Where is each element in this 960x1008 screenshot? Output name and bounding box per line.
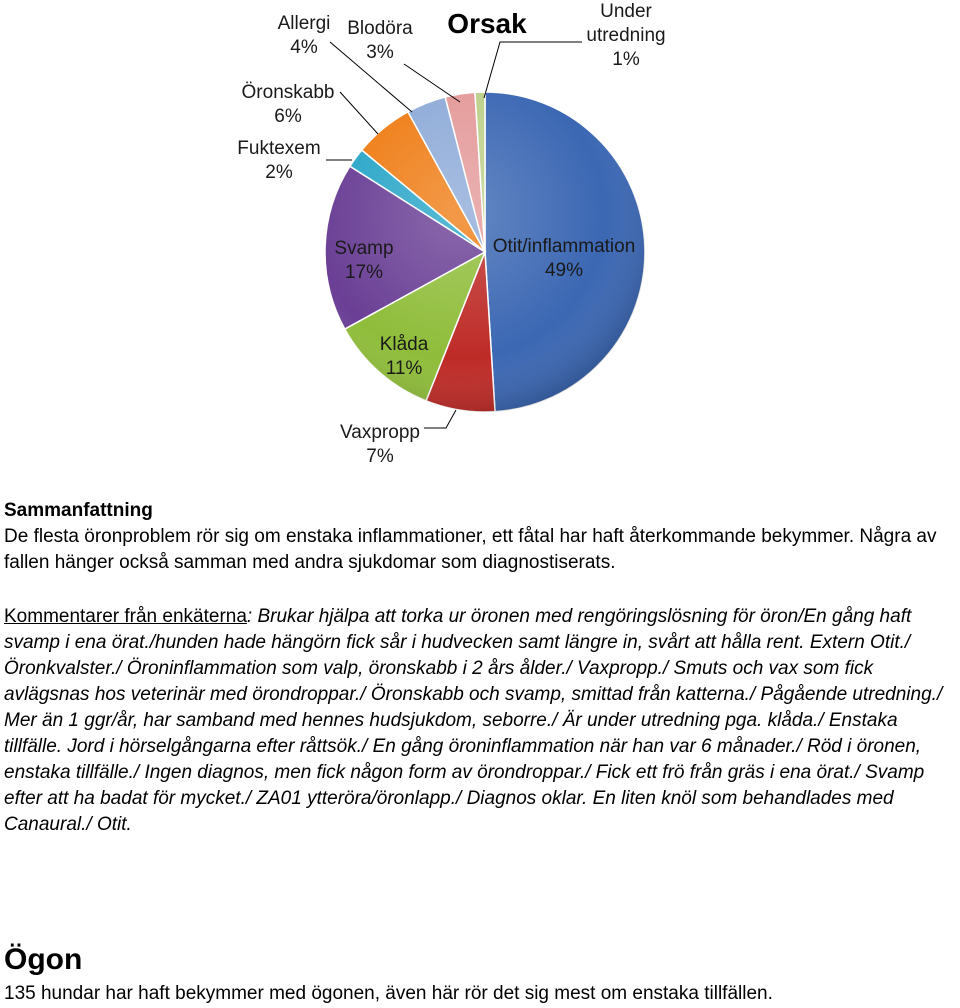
slice-percent-label: 6% [274,106,302,127]
leader-line [484,42,582,98]
section-heading-eyes: Ögon [4,943,83,976]
slice-category-label: Svamp [334,238,394,259]
slice-category-label: Blodöra [347,18,413,39]
summary-heading: Sammanfattning [4,500,153,521]
comments-section [4,604,956,838]
comments-label: Kommentarer från enkäterna [4,606,247,627]
slice-percent-label: 11% [385,358,423,379]
summary-text: De flesta öronproblem rör sig om enstaka inflammationer, ett fåtal har haft återkommande bekymmer. Några av fallen hänger också samman med andra sjukdomar som diagnostiserats. [4,526,937,573]
slice-percent-label: 4% [290,37,318,58]
slice-category-label: Otit/inflammation [492,236,636,257]
summary-section [4,498,956,576]
slice-percent-label: 3% [366,42,394,63]
slice-percent-label: 2% [265,162,293,183]
slice-percent-label: 7% [366,446,394,467]
slice-percent-label: 17% [344,262,384,283]
section-text-eyes: 135 hundar har haft bekymmer med ögonen, även här rör det sig mest om enstaka tillfällen. [4,983,773,1004]
leader-line [404,64,460,102]
slice-category-label: Allergi [277,13,331,34]
comments-text: : Brukar hjälpa att torka ur öronen med rengöringslösning för öron/En gång haft svamp i ena örat./hunden hade hängörn fick sår i hudvecken samt längre in, svårt att hålla rent. Extern Otit./ Öronkvalster./ Öroninflammation som valp, öronskabb i 2 års ålder./ Vaxpropp./ Smuts och vax som fick avlägsnas hos veterinär med örondroppar./ Öronskabb och svamp, smittad från katterna./ Pågående utredning./ Mer än 1 ggr/år, har samband med hennes hudsjukdom, seborre./ Är under utredning pga. klåda./ Enstaka tillfälle. Jord i hörselgångarna efter råttsök./ En gång öroninflammation när han var 6 månader./ Röd i öronen, enstaka tillfälle./ Ingen diagnos, men fick någon form av örondroppar./ Fick ett frö från gräs i ena örat./ Svamp efter att ha badat för mycket./ ZA01 ytteröra/öronlapp./ Diagnos oklar. En liten knöl som behandlades med Canaural./ Otit. [4,606,943,835]
slice-percent-label: 49% [544,260,584,281]
chart-title: Orsak [447,8,527,39]
slice-category-label: utredning [586,25,666,46]
slice-category-label: Fuktexem [237,138,321,159]
leader-line [340,92,378,134]
slice-category-label: Vaxpropp [340,422,420,443]
leader-line [424,410,456,428]
slice-category-label: Klåda [379,334,429,355]
slice-category-label: Under [600,1,652,22]
slice-category-label: Öronskabb [241,82,335,103]
pie-chart [0,0,960,480]
slice-percent-label: 1% [612,49,640,70]
